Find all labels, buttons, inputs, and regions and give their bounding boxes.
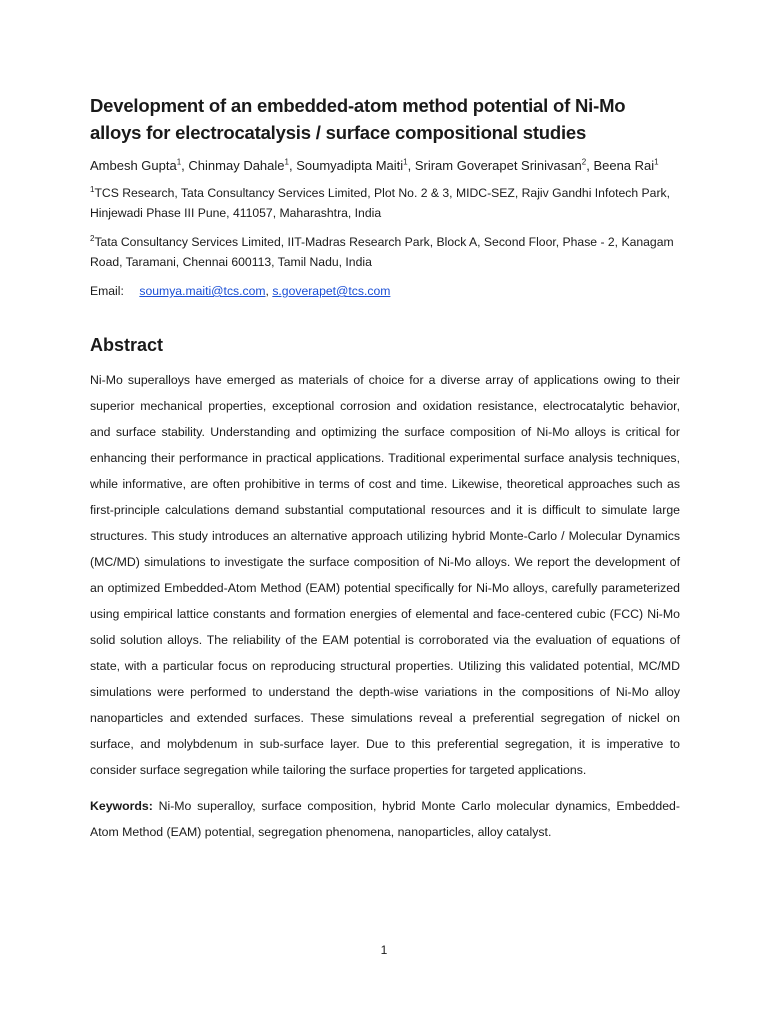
author-affiliation-mark: 1 (654, 157, 659, 167)
page-number: 1 (380, 943, 388, 957)
keywords-label: Keywords: (90, 799, 153, 813)
affiliation (90, 233, 680, 272)
author-separator: , (181, 158, 189, 173)
abstract-text: Ni-Mo superalloys have emerged as materials of choice for a diverse array of applications owing to their superior mechanical properties, exceptional corrosion and oxidation resistance, electrocatalytic behavior, and surface stability. Understanding and optimizing the surface composition of Ni-Mo alloys is critical for enhancing their performance in practical applications. Traditional experimental surface analysis techniques, while informative, are often prohibitive in terms of cost and time. Likewise, theoretical approaches such as first-principle calculations demand substantial computational resources and it is difficult to simulate large structures. This study introduces an alternative approach utilizing hybrid Monte-Carlo / Molecular Dynamics (MC/MD) simulations to investigate the surface composition of Ni-Mo alloys. We report the development of an optimized Embedded-Atom Method (EAM) potential specifically for Ni-Mo alloys, carefully parameterized using empirical lattice constants and formation energies of elemental and face-centered cubic (FCC) Ni-Mo solid solution alloys. The reliability of the EAM potential is corroborated via the evaluation of equations of state, with a particular focus on reproducing structural properties. Utilizing this validated potential, MC/MD simulations were performed to understand the depth-wise variations in the compositions of Ni-Mo alloy nanoparticles and extended surfaces. These simulations reveal a preferential segregation of nickel on surface, and molybdenum in sub-surface layer. Due to this preferential segregation, it is imperative to consider surface segregation while tailoring the surface properties for targeted applications. (90, 373, 680, 777)
author-name: Ambesh Gupta (90, 158, 177, 173)
author-affiliation-mark: 1 (284, 157, 289, 167)
author-affiliation-mark: 2 (581, 157, 587, 167)
affiliation-mark: 2 (90, 233, 95, 243)
author-name: Beena Rai (593, 158, 655, 173)
affiliation (90, 184, 680, 223)
paper-title: Development of an embedded-atom method potential of Ni-Mo alloys for electrocatalysis / surface compositional studies (90, 95, 626, 143)
email-link[interactable]: s.goverapet@tcs.com (272, 284, 391, 298)
author-separator: , (586, 158, 594, 173)
keywords (90, 793, 680, 845)
author-name: Soumyadipta Maiti (296, 158, 404, 173)
abstract-heading: Abstract (90, 335, 164, 355)
email-line (90, 282, 680, 301)
author-affiliation-mark: 1 (403, 157, 408, 167)
affiliation-mark: 1 (90, 184, 95, 194)
author-list (90, 156, 680, 176)
author-separator: , (407, 158, 415, 173)
affiliation-text: TCS Research, Tata Consultancy Services Limited, Plot No. 2 & 3, MIDC-SEZ, Rajiv Gandhi Infotech Park, Hinjewadi Phase III Pune, 411057, Maharashtra, India (90, 186, 670, 220)
keywords-text: Ni-Mo superalloy, surface composition, hybrid Monte Carlo molecular dynamics, Embedded-Atom Method (EAM) potential, segregation phenomena, nanoparticles, alloy catalyst. (90, 799, 680, 839)
affiliation-text: Tata Consultancy Services Limited, IIT-Madras Research Park, Block A, Second Floor, Phase - 2, Kanagam Road, Taramani, Chennai 600113, Tamil Nadu, India (90, 235, 674, 269)
author-name: Sriram Goverapet Srinivasan (414, 158, 582, 173)
paper-page (90, 92, 680, 845)
email-separator: , (265, 284, 273, 298)
email-link[interactable]: soumya.maiti@tcs.com (139, 284, 266, 298)
email-label: Email: (90, 284, 124, 298)
author-separator: , (288, 158, 297, 173)
author-name: Chinmay Dahale (188, 158, 285, 173)
author-affiliation-mark: 1 (176, 157, 182, 167)
